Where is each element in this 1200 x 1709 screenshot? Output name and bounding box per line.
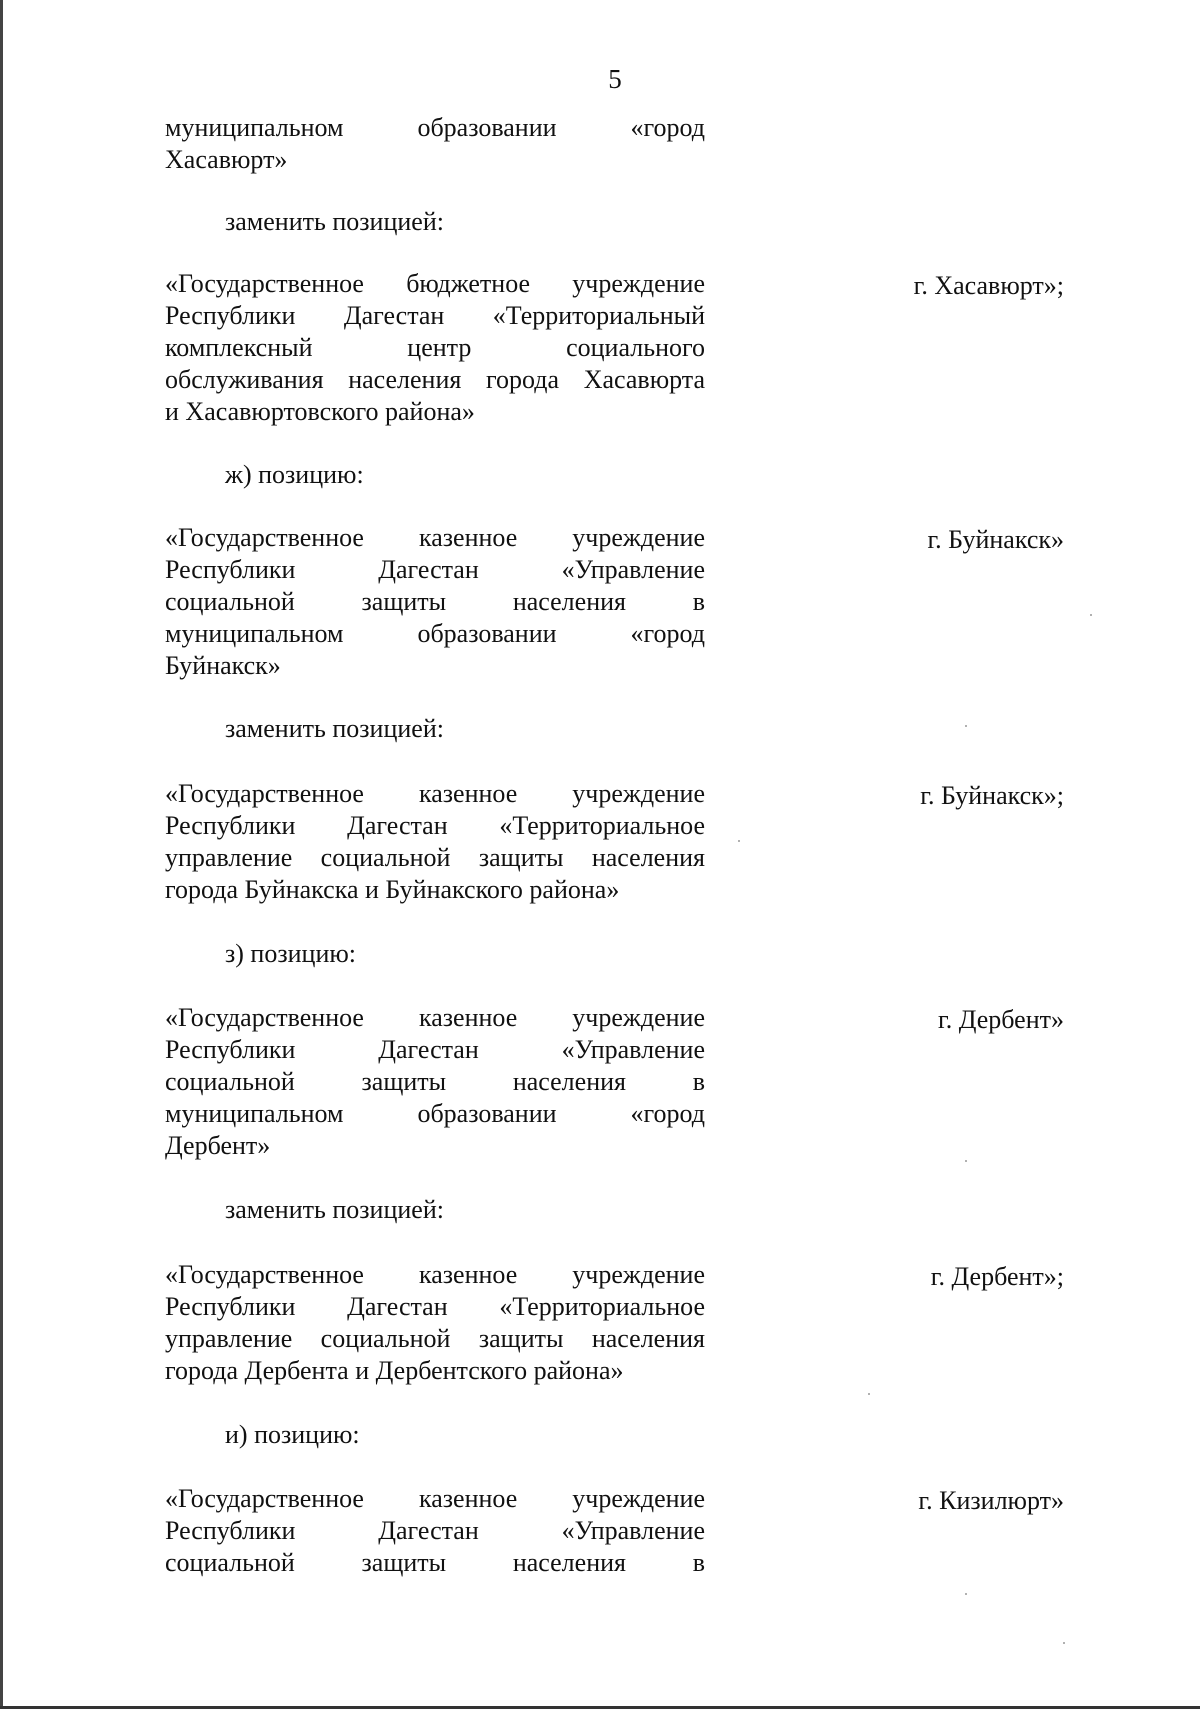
text-line: муниципальном образовании «город [165,113,705,142]
text-line: «Государственное бюджетное учреждение [165,269,705,298]
text-line: и Хасавюртовского района» [165,397,475,426]
scan-speck [1063,1642,1065,1644]
city-label: г. Кизилюрт» [918,1486,1064,1515]
text-line: комплексный центр социального [165,333,705,362]
text-line: «Государственное казенное учреждение [165,523,705,552]
organization-text-block [165,778,705,906]
text-line: Хасавюрт» [165,145,288,174]
organization-text-block [165,1259,705,1387]
organization-text-block [165,268,705,428]
text-line: города Буйнакска и Буйнакского района» [165,875,620,904]
text-line: Республики Дагестан «Управление [165,1035,705,1064]
scan-speck [738,840,740,842]
item-label: и) позицию: [225,1420,360,1449]
scan-speck [965,1593,967,1595]
text-line: управление социальной защиты населения [165,1324,705,1353]
organization-text-block [165,1002,705,1162]
city-label: г. Буйнакск» [927,525,1064,554]
fragment-top-text [165,112,705,176]
scan-border-left [0,0,3,1709]
text-line: города Дербента и Дербентского района» [165,1356,624,1385]
replace-label: заменить позицией: [225,714,444,743]
text-line: Республики Дагестан «Территориальное [165,1292,705,1321]
text-line: «Государственное казенное учреждение [165,1260,705,1289]
text-line: Республики Дагестан «Управление [165,1516,705,1545]
city-label: г. Дербент» [937,1005,1064,1034]
text-line: Республики Дагестан «Территориальное [165,811,705,840]
scan-speck [1090,614,1092,616]
text-line: «Государственное казенное учреждение [165,1484,705,1513]
text-line: социальной защиты населения в [165,1548,705,1577]
text-line: «Государственное казенное учреждение [165,779,705,808]
city-label: г. Буйнакск»; [920,781,1064,810]
scan-speck [965,725,967,727]
replace-label: заменить позицией: [225,207,444,236]
text-line: Дербент» [165,1131,271,1160]
city-label: г. Дербент»; [930,1262,1064,1291]
organization-text-block [165,522,705,682]
organization-text-block [165,1483,705,1579]
city-label: г. Хасавюрт»; [913,271,1064,300]
item-label: з) позицию: [225,939,357,968]
text-line: муниципальном образовании «город [165,1099,705,1128]
scan-speck [868,1393,870,1395]
text-line: муниципальном образовании «город [165,619,705,648]
scan-speck [965,1160,967,1162]
text-line: социальной защиты населения в [165,1067,705,1096]
item-label: ж) позицию: [225,460,364,489]
text-line: социальной защиты населения в [165,587,705,616]
page-number: 5 [608,64,622,94]
text-line: Республики Дагестан «Территориальный [165,301,705,330]
text-line: Буйнакск» [165,651,281,680]
text-line: управление социальной защиты населения [165,843,705,872]
text-line: «Государственное казенное учреждение [165,1003,705,1032]
text-line: Республики Дагестан «Управление [165,555,705,584]
text-line: обслуживания населения города Хасавюрта [165,365,705,394]
replace-label: заменить позицией: [225,1195,444,1224]
